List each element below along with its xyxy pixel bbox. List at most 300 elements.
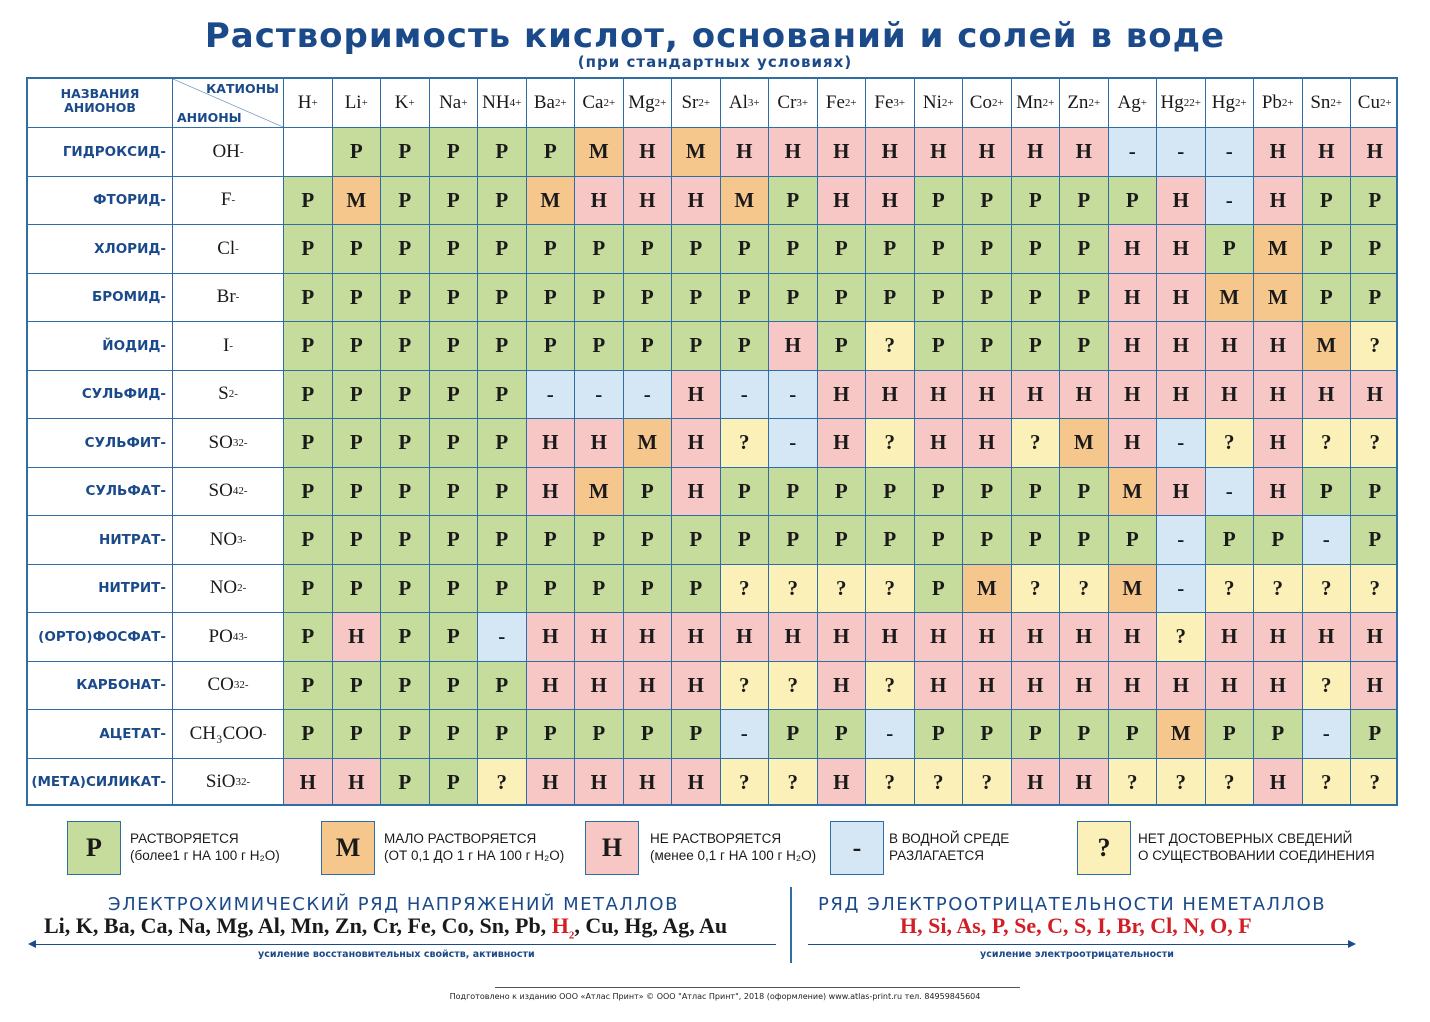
solubility-cell: ?: [1012, 419, 1061, 468]
solubility-cell: Р: [430, 128, 479, 177]
solubility-cell: ?: [769, 565, 818, 614]
metals-series-title: ЭЛЕКТРОХИМИЧЕСКИЙ РЯД НАПРЯЖЕНИЙ МЕТАЛЛОВ: [108, 894, 679, 915]
cation-header: Cu 2+: [1351, 79, 1398, 128]
solubility-cell: Н: [818, 128, 867, 177]
solubility-cell: Н: [1060, 371, 1109, 420]
solubility-cell: М: [1254, 225, 1303, 274]
anion-formula: SiO 3 2-: [173, 759, 284, 807]
solubility-cell: Н: [527, 613, 576, 662]
solubility-cell: -: [1157, 565, 1206, 614]
solubility-cell: Р: [381, 516, 430, 565]
solubility-cell: Н: [1254, 419, 1303, 468]
solubility-cell: М: [1254, 274, 1303, 323]
solubility-cell: Р: [333, 128, 382, 177]
cation-header: K +: [381, 79, 430, 128]
solubility-cell: Р: [430, 371, 479, 420]
solubility-cell: Н: [575, 419, 624, 468]
solubility-cell: М: [527, 177, 576, 226]
solubility-cell: М: [575, 468, 624, 517]
solubility-cell: Р: [430, 516, 479, 565]
solubility-cell: Н: [1157, 177, 1206, 226]
solubility-cell: Н: [1060, 128, 1109, 177]
cation-header: Hg 2 2+: [1157, 79, 1206, 128]
solubility-cell: ?: [1206, 565, 1255, 614]
solubility-cell: Н: [527, 419, 576, 468]
solubility-cell: Н: [818, 177, 867, 226]
cation-header: NH 4 +: [478, 79, 527, 128]
solubility-cell: Р: [818, 322, 867, 371]
solubility-cell: Р: [527, 322, 576, 371]
solubility-cell: Н: [915, 613, 964, 662]
solubility-cell: Р: [672, 565, 721, 614]
solubility-cell: Р: [575, 274, 624, 323]
solubility-cell: М: [1109, 468, 1158, 517]
solubility-cell: ?: [1351, 565, 1398, 614]
corner-names-header: НАЗВАНИЯ АНИОНОВ: [28, 79, 173, 128]
solubility-cell: ?: [1351, 759, 1398, 807]
anion-formula: F -: [173, 177, 284, 226]
solubility-cell: Р: [624, 468, 673, 517]
solubility-cell: Н: [1206, 613, 1255, 662]
solubility-cell: -: [866, 710, 915, 759]
solubility-cell: ?: [769, 662, 818, 711]
solubility-cell: Р: [333, 322, 382, 371]
solubility-cell: Н: [1109, 371, 1158, 420]
solubility-cell: Р: [478, 128, 527, 177]
solubility-cell: Н: [1157, 225, 1206, 274]
solubility-cell: Р: [721, 322, 770, 371]
cation-header: Mn 2+: [1012, 79, 1061, 128]
solubility-cell: Р: [527, 565, 576, 614]
solubility-cell: Р: [1109, 516, 1158, 565]
solubility-cell: Н: [575, 662, 624, 711]
solubility-cell: Р: [1012, 177, 1061, 226]
solubility-cell: Р: [721, 225, 770, 274]
solubility-cell: Р: [478, 565, 527, 614]
solubility-cell: Р: [381, 128, 430, 177]
solubility-cell: Н: [1109, 613, 1158, 662]
anion-formula: Br -: [173, 274, 284, 323]
solubility-cell: Н: [1157, 468, 1206, 517]
solubility-cell: Н: [866, 371, 915, 420]
solubility-cell: ?: [721, 759, 770, 807]
solubility-cell: М: [1303, 322, 1352, 371]
solubility-cell: Р: [915, 710, 964, 759]
solubility-cell: ?: [1303, 565, 1352, 614]
solubility-cell: ?: [1060, 565, 1109, 614]
cation-header: Zn 2+: [1060, 79, 1109, 128]
cation-header: Cr 3+: [769, 79, 818, 128]
solubility-cell: Р: [478, 710, 527, 759]
solubility-cell: -: [1206, 128, 1255, 177]
cation-header: Sr 2+: [672, 79, 721, 128]
solubility-cell: Н: [915, 662, 964, 711]
solubility-cell: ?: [1157, 759, 1206, 807]
solubility-cell: М: [1157, 710, 1206, 759]
solubility-cell: -: [575, 371, 624, 420]
solubility-cell: Р: [1351, 468, 1398, 517]
cation-header: Ca 2+: [575, 79, 624, 128]
solubility-cell: -: [527, 371, 576, 420]
anion-formula: S 2-: [173, 371, 284, 420]
solubility-cell: Н: [1206, 662, 1255, 711]
solubility-cell: Н: [1109, 662, 1158, 711]
solubility-cell: М: [963, 565, 1012, 614]
solubility-cell: Н: [1012, 613, 1061, 662]
solubility-cell: Н: [575, 177, 624, 226]
solubility-cell: Н: [1254, 322, 1303, 371]
solubility-cell: Р: [478, 419, 527, 468]
solubility-cell: Р: [915, 468, 964, 517]
solubility-cell: Р: [478, 177, 527, 226]
anion-name: ЙОДИД-: [28, 322, 173, 371]
legend-description: НЕТ ДОСТОВЕРНЫХ СВЕДЕНИЙ О СУЩЕСТВОВАНИИ СОЕДИНЕНИЯ: [1138, 831, 1375, 863]
solubility-cell: Р: [1012, 516, 1061, 565]
solubility-cell: Н: [1351, 662, 1398, 711]
solubility-cell: Р: [381, 710, 430, 759]
solubility-cell: Р: [430, 565, 479, 614]
solubility-cell: Н: [672, 371, 721, 420]
solubility-cell: Н: [333, 759, 382, 807]
anion-name: БРОМИД-: [28, 274, 173, 323]
anion-name: СУЛЬФИД-: [28, 371, 173, 420]
legend-symbol: М: [321, 821, 375, 875]
solubility-cell: Н: [1254, 128, 1303, 177]
solubility-cell: Р: [1060, 322, 1109, 371]
solubility-cell: Н: [575, 759, 624, 807]
solubility-cell: Н: [1254, 759, 1303, 807]
nonmetals-series-title: РЯД ЭЛЕКТРООТРИЦАТЕЛЬНОСТИ НЕМЕТАЛЛОВ: [818, 894, 1327, 915]
solubility-cell: Н: [1012, 128, 1061, 177]
solubility-cell: Р: [1012, 225, 1061, 274]
solubility-cell: Н: [672, 759, 721, 807]
solubility-cell: Н: [963, 371, 1012, 420]
solubility-cell: Н: [1060, 613, 1109, 662]
solubility-cell: Р: [527, 516, 576, 565]
solubility-cell: Р: [430, 613, 479, 662]
solubility-cell: Р: [769, 177, 818, 226]
solubility-cell: Н: [333, 613, 382, 662]
solubility-cell: Н: [284, 759, 333, 807]
solubility-cell: М: [1060, 419, 1109, 468]
solubility-cell: М: [575, 128, 624, 177]
solubility-cell: Н: [672, 419, 721, 468]
solubility-cell: Р: [478, 225, 527, 274]
solubility-cell: Н: [818, 419, 867, 468]
solubility-cell: Н: [624, 759, 673, 807]
solubility-cell: -: [769, 419, 818, 468]
solubility-cell: Р: [284, 177, 333, 226]
solubility-cell: Р: [284, 322, 333, 371]
solubility-cell: Р: [333, 225, 382, 274]
solubility-cell: М: [1206, 274, 1255, 323]
solubility-cell: ?: [866, 419, 915, 468]
solubility-cell: -: [1157, 516, 1206, 565]
solubility-cell: -: [624, 371, 673, 420]
solubility-cell: ?: [1254, 565, 1303, 614]
solubility-cell: Н: [1060, 759, 1109, 807]
solubility-cell: -: [721, 371, 770, 420]
solubility-cell: Р: [430, 710, 479, 759]
solubility-cell: Р: [1012, 322, 1061, 371]
solubility-cell: Н: [963, 419, 1012, 468]
solubility-cell: Р: [333, 662, 382, 711]
cation-header: Ba 2+: [527, 79, 576, 128]
solubility-cell: Р: [721, 274, 770, 323]
solubility-cell: Н: [915, 419, 964, 468]
solubility-cell: Р: [284, 468, 333, 517]
solubility-cell: ?: [1303, 759, 1352, 807]
solubility-cell: Р: [818, 274, 867, 323]
solubility-cell: Н: [1254, 662, 1303, 711]
solubility-cell: Р: [527, 710, 576, 759]
solubility-cell: Р: [381, 371, 430, 420]
metals-series-part1: Li, K, Ba, Ca, Na, Mg, Al, Mn, Zn, Cr, Fe, Co, Sn, Pb,: [44, 913, 552, 938]
legend-description: МАЛО РАСТВОРЯЕТСЯ (ОТ 0,1 ДО 1 г НА 100 г H₂O): [384, 831, 565, 863]
solubility-cell: Н: [1254, 613, 1303, 662]
solubility-cell: Н: [818, 759, 867, 807]
solubility-cell: Р: [818, 710, 867, 759]
solubility-cell: Р: [818, 468, 867, 517]
solubility-cell: Н: [1206, 322, 1255, 371]
solubility-cell: ?: [1206, 759, 1255, 807]
solubility-cell: Р: [381, 468, 430, 517]
solubility-cell: Р: [430, 274, 479, 323]
solubility-cell: Р: [1012, 710, 1061, 759]
anion-formula: Cl -: [173, 225, 284, 274]
solubility-cell: Р: [575, 565, 624, 614]
nonmetals-series-note: усиление электроотрицательности: [980, 949, 1174, 960]
solubility-cell: Р: [478, 322, 527, 371]
anion-name: (МЕТА)СИЛИКАТ-: [28, 759, 173, 807]
legend-description: НЕ РАСТВОРЯЕТСЯ (менее 0,1 г НА 100 г H₂O): [650, 831, 817, 863]
solubility-cell: Н: [963, 128, 1012, 177]
solubility-cell: Н: [818, 371, 867, 420]
solubility-cell: Н: [866, 613, 915, 662]
solubility-cell: Р: [672, 274, 721, 323]
solubility-cell: Н: [1157, 274, 1206, 323]
solubility-cell: Н: [624, 128, 673, 177]
solubility-cell: Н: [1012, 371, 1061, 420]
footer-credits: Подготовлено к изданию ООО «Атлас Принт» © ООО "Атлас Принт", 2018 (оформление) www.atlas-print.ru тел. 84959845604: [449, 992, 981, 1001]
solubility-cell: Н: [527, 468, 576, 517]
solubility-cell: М: [1109, 565, 1158, 614]
solubility-cell: Р: [430, 177, 479, 226]
metals-arrow: [34, 944, 776, 945]
solubility-cell: Р: [430, 468, 479, 517]
solubility-cell: Р: [1060, 225, 1109, 274]
solubility-cell: Р: [527, 225, 576, 274]
solubility-cell: Р: [769, 225, 818, 274]
solubility-cell: Р: [1206, 710, 1255, 759]
cation-header: Sn 2+: [1303, 79, 1352, 128]
solubility-cell: Р: [818, 225, 867, 274]
solubility-cell: Р: [1303, 274, 1352, 323]
solubility-cell: Н: [769, 128, 818, 177]
solubility-cell: -: [769, 371, 818, 420]
solubility-cell: Н: [963, 662, 1012, 711]
solubility-cell: Р: [430, 225, 479, 274]
solubility-cell: М: [721, 177, 770, 226]
solubility-cell: Р: [672, 322, 721, 371]
cation-header: Mg 2+: [624, 79, 673, 128]
solubility-cell: Н: [1157, 322, 1206, 371]
solubility-cell: -: [721, 710, 770, 759]
solubility-cell: Р: [1060, 177, 1109, 226]
solubility-cell: Н: [963, 613, 1012, 662]
solubility-cell: Р: [1303, 177, 1352, 226]
anion-formula: I -: [173, 322, 284, 371]
cation-header: Al 3+: [721, 79, 770, 128]
nonmetals-arrow-right-icon: [1348, 940, 1356, 948]
solubility-cell: Н: [672, 468, 721, 517]
solubility-cell: ?: [1303, 419, 1352, 468]
cation-header: Ni 2+: [915, 79, 964, 128]
solubility-cell: Р: [915, 225, 964, 274]
solubility-cell: ?: [1351, 322, 1398, 371]
solubility-cell: ?: [1206, 419, 1255, 468]
solubility-cell: Р: [721, 516, 770, 565]
anion-formula: NO 3 -: [173, 516, 284, 565]
solubility-cell: Н: [1157, 662, 1206, 711]
series-divider: [790, 887, 792, 963]
solubility-cell: Р: [1351, 710, 1398, 759]
solubility-cell: Р: [333, 371, 382, 420]
cation-header: Co 2+: [963, 79, 1012, 128]
solubility-cell: ?: [866, 322, 915, 371]
solubility-cell: Р: [1254, 516, 1303, 565]
solubility-cell: Р: [769, 710, 818, 759]
solubility-cell: Р: [1060, 710, 1109, 759]
legend-symbol: Н: [585, 821, 639, 875]
solubility-cell: Р: [1351, 225, 1398, 274]
solubility-cell: Н: [575, 613, 624, 662]
solubility-cell: Р: [963, 177, 1012, 226]
solubility-cell: Р: [284, 274, 333, 323]
solubility-cell: Р: [1351, 274, 1398, 323]
footer-divider: [495, 987, 1020, 988]
solubility-cell: Р: [284, 613, 333, 662]
solubility-cell: Р: [624, 516, 673, 565]
solubility-cell: Н: [1012, 759, 1061, 807]
anion-name: ХЛОРИД-: [28, 225, 173, 274]
solubility-cell: Н: [818, 662, 867, 711]
solubility-cell: ?: [478, 759, 527, 807]
solubility-cell: Р: [866, 274, 915, 323]
solubility-cell: Р: [381, 177, 430, 226]
anion-name: (ОРТО)ФОСФАТ-: [28, 613, 173, 662]
legend-symbol: -: [830, 821, 884, 875]
solubility-cell: ?: [1012, 565, 1061, 614]
solubility-cell: Р: [478, 468, 527, 517]
nonmetals-arrow: [808, 944, 1348, 945]
page-subtitle: (при стандартных условиях): [577, 53, 853, 71]
solubility-cell: Н: [721, 128, 770, 177]
solubility-cell: Р: [333, 468, 382, 517]
solubility-cell: Р: [672, 516, 721, 565]
solubility-cell: Р: [1109, 177, 1158, 226]
solubility-cell: Р: [333, 274, 382, 323]
solubility-cell: Р: [769, 274, 818, 323]
solubility-cell: ?: [721, 662, 770, 711]
solubility-cell: Н: [769, 613, 818, 662]
anion-name: ГИДРОКСИД-: [28, 128, 173, 177]
solubility-cell: Р: [866, 468, 915, 517]
solubility-cell: ?: [1157, 613, 1206, 662]
anion-formula: NO 2 -: [173, 565, 284, 614]
legend-description: РАСТВОРЯЕТСЯ (более1 г НА 100 г H₂O): [130, 831, 280, 863]
solubility-cell: ?: [721, 419, 770, 468]
solubility-cell: Р: [284, 419, 333, 468]
solubility-cell: ?: [818, 565, 867, 614]
legend-description: В ВОДНОЙ СРЕДЕ РАЗЛАГАЕТСЯ: [889, 831, 1010, 863]
solubility-cell: Н: [1109, 274, 1158, 323]
solubility-cell: Р: [527, 274, 576, 323]
legend-symbol: ?: [1077, 821, 1131, 875]
solubility-cell: Н: [624, 662, 673, 711]
anion-formula: SO 3 2-: [173, 419, 284, 468]
solubility-cell: Р: [284, 225, 333, 274]
solubility-cell: Р: [1351, 516, 1398, 565]
solubility-cell: Р: [915, 322, 964, 371]
solubility-cell: Н: [1109, 225, 1158, 274]
solubility-cell: Р: [575, 322, 624, 371]
solubility-cell: Н: [721, 613, 770, 662]
anion-name: СУЛЬФАТ-: [28, 468, 173, 517]
anion-name: НИТРАТ-: [28, 516, 173, 565]
solubility-cell: Н: [527, 662, 576, 711]
solubility-cell: Р: [284, 371, 333, 420]
solubility-cell: Н: [1157, 371, 1206, 420]
solubility-cell: Н: [1012, 662, 1061, 711]
solubility-cell: Р: [866, 225, 915, 274]
anion-name: СУЛЬФИТ-: [28, 419, 173, 468]
solubility-cell: Р: [575, 516, 624, 565]
legend-symbol: Р: [67, 821, 121, 875]
solubility-cell: -: [1109, 128, 1158, 177]
solubility-cell: Н: [1351, 371, 1398, 420]
solubility-cell: -: [1157, 128, 1206, 177]
solubility-cell: Р: [963, 322, 1012, 371]
solubility-cell: Р: [672, 225, 721, 274]
solubility-cell: Р: [672, 710, 721, 759]
solubility-cell: Р: [1012, 468, 1061, 517]
anion-name: АЦЕТАТ-: [28, 710, 173, 759]
anion-formula: OH -: [173, 128, 284, 177]
solubility-cell: Р: [284, 710, 333, 759]
solubility-cell: Р: [284, 662, 333, 711]
solubility-cell: Р: [430, 759, 479, 807]
solubility-cell: Р: [624, 565, 673, 614]
solubility-table: [26, 77, 1398, 806]
solubility-cell: ?: [1109, 759, 1158, 807]
solubility-cell: Н: [915, 128, 964, 177]
solubility-cell: Р: [381, 274, 430, 323]
solubility-cell: Н: [1206, 371, 1255, 420]
solubility-cell: Р: [430, 322, 479, 371]
page-title: Растворимость кислот, оснований и солей в воде: [204, 16, 1226, 56]
anion-formula: PO 4 3-: [173, 613, 284, 662]
solubility-cell: Н: [1109, 419, 1158, 468]
solubility-cell: Р: [430, 419, 479, 468]
solubility-cell: Р: [963, 516, 1012, 565]
solubility-cell: Н: [1303, 371, 1352, 420]
solubility-cell: Р: [818, 516, 867, 565]
solubility-cell: ?: [866, 565, 915, 614]
solubility-cell: ?: [1303, 662, 1352, 711]
solubility-cell: Р: [381, 759, 430, 807]
anion-name: КАРБОНАТ-: [28, 662, 173, 711]
